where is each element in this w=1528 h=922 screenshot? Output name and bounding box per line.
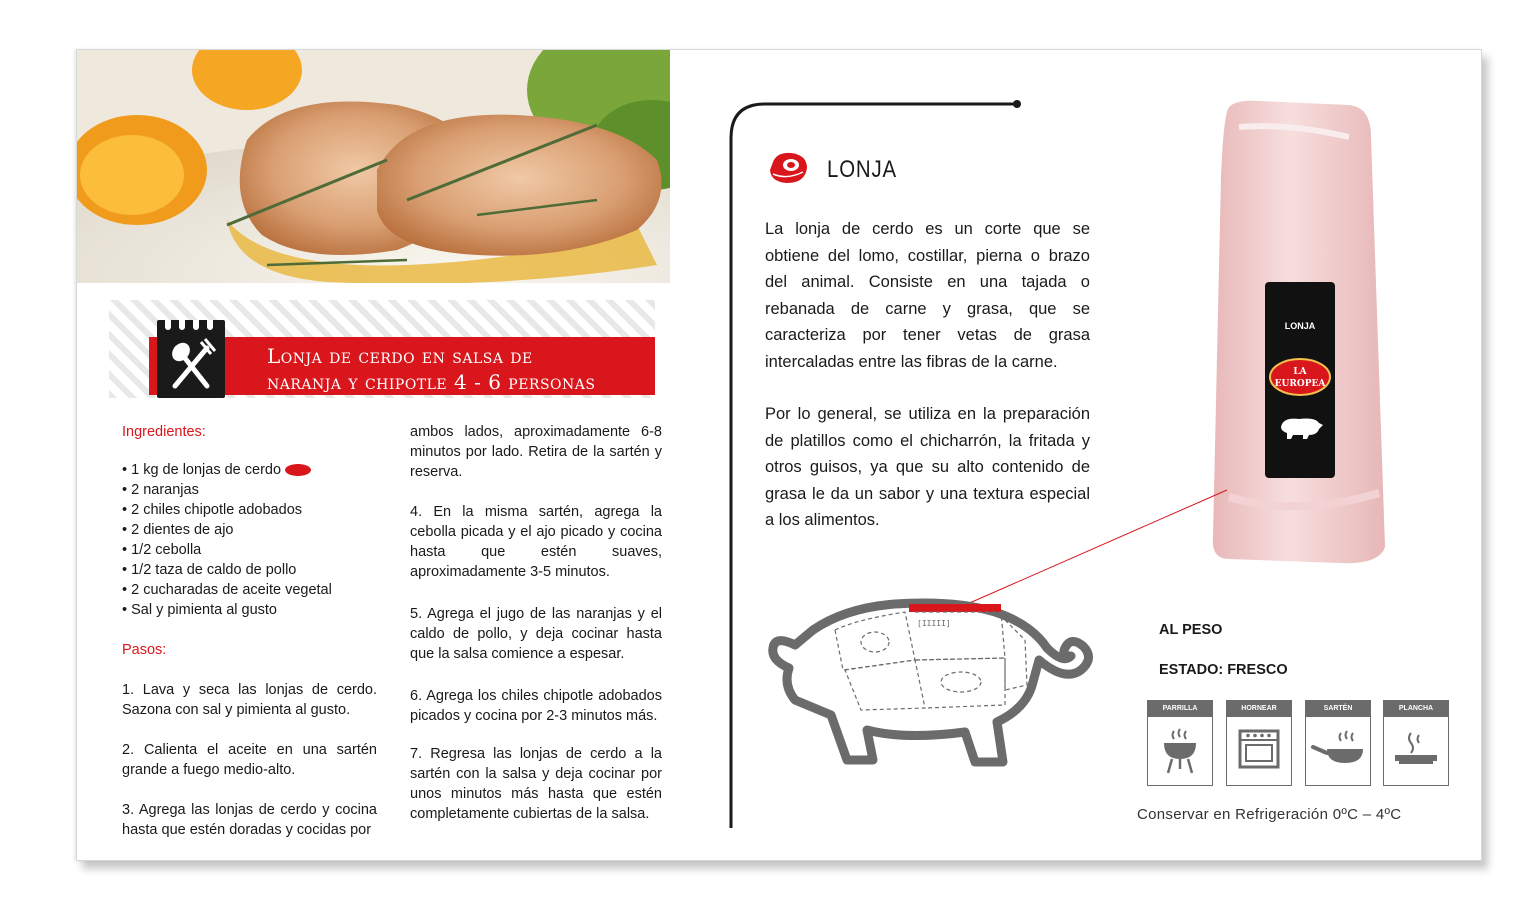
product-title: LONJA xyxy=(827,156,898,183)
step-1: 1. Lava y seca las lonjas de cerdo. Sazona con sal y pimienta al gusto. xyxy=(122,682,377,718)
ingredients-heading: Ingredientes: xyxy=(122,424,206,440)
svg-text:LA: LA xyxy=(1293,367,1307,377)
description-paragraph-1: La lonja de cerdo es un corte que se obtiene del lomo, costillar, pierna o brazo del animal. Consiste en una tajada o rebanada de carne y grasa, que se caracteriza por tener vetas de grasa intercaladas entre las fibras de la carne. xyxy=(765,220,1090,371)
description-paragraph-2: Por lo general, se utiliza en la preparación de platillos como el chicharrón, la fritada y otros guisos, ya que su alto contenido de grasa le da un sabor y una textura especial a los alimentos. xyxy=(765,405,1090,529)
cutlery-icon xyxy=(157,320,225,398)
cooking-method-label: PLANCHA xyxy=(1384,701,1448,717)
step-5: 5. Agrega el jugo de las naranjas y el caldo de pollo, y deja cocinar hasta que la salsa comience a espesar. xyxy=(410,606,662,662)
ingredient-item: • 2 cucharadas de aceite vegetal xyxy=(122,582,332,598)
cooking-method-griddle xyxy=(1383,700,1449,786)
oven-icon xyxy=(1237,727,1281,771)
ingredient-item: • 1/2 cebolla xyxy=(122,542,202,558)
step-3: 3. Agrega las lonjas de cerdo y cocina hasta que estén doradas y cocidas por xyxy=(122,802,377,838)
grill-icon xyxy=(1158,727,1202,777)
label-name: LONJA xyxy=(1284,321,1316,331)
cooking-method-oven xyxy=(1226,700,1292,786)
cooking-method-label: PARRILLA xyxy=(1148,701,1212,717)
product-card xyxy=(76,49,1482,861)
brand-logo-icon xyxy=(285,464,311,476)
pig-cuts-diagram xyxy=(765,590,1115,780)
ingredient-item: • Sal y pimienta al gusto xyxy=(122,602,277,618)
ingredient-item: • 1/2 taza de caldo de pollo xyxy=(122,562,297,578)
cooking-method-label: SARTÉN xyxy=(1306,701,1370,717)
step-7: 7. Regresa las lonjas de cerdo a la sartén con la salsa y deja cocinar por unos minutos más hasta que estén completamente cubiertas de la salsa. xyxy=(410,746,662,822)
step-4: 4. En la misma sartén, agrega la cebolla picada y el ajo picado y cocina hasta que estén suaves, aproximadamente 3-5 minutos. xyxy=(410,504,662,580)
cooking-method-pan xyxy=(1305,700,1371,786)
cooking-method-label: HORNEAR xyxy=(1227,701,1291,717)
meat-cut-icon xyxy=(767,150,809,186)
ingredient-item: • 1 kg de lonjas de cerdo xyxy=(122,460,377,480)
recipe-column-right xyxy=(410,422,662,824)
title-line-1: Lonja de cerdo en salsa de xyxy=(267,344,533,368)
sale-type: AL PESO xyxy=(1159,622,1223,638)
cooking-method-grill xyxy=(1147,700,1213,786)
griddle-icon xyxy=(1391,727,1441,771)
storage-instructions: Conservar en Refrigeración 0ºC – 4ºC xyxy=(1137,806,1402,823)
ingredient-item: • 2 dientes de ajo xyxy=(122,522,234,538)
recipe-header xyxy=(109,300,655,398)
svg-text:EUROPEA: EUROPEA xyxy=(1274,379,1326,389)
dish-photo xyxy=(77,50,670,283)
title-line-2: naranja y chipotle 4 - 6 personas xyxy=(267,370,596,394)
steps-heading: Pasos: xyxy=(122,642,167,658)
recipe-title xyxy=(267,343,687,395)
recipe-column-left xyxy=(122,422,377,840)
step-3-continued: ambos lados, aproximadamente 6-8 minutos por lado. Retira de la sartén y reserva. xyxy=(410,424,662,480)
product-state: ESTADO: FRESCO xyxy=(1159,662,1288,678)
ingredient-item: • 2 chiles chipotle adobados xyxy=(122,502,303,518)
step-6: 6. Agrega los chiles chipotle adobados picados y cocina por 2-3 minutos más. xyxy=(410,688,662,724)
step-2: 2. Calienta el aceite en una sartén grande a fuego medio-alto. xyxy=(122,742,377,778)
ingredient-item: • 2 naranjas xyxy=(122,482,199,498)
pan-icon xyxy=(1311,727,1365,771)
svg-text:[IIIII]: [IIIII] xyxy=(917,619,951,628)
ingredient-list xyxy=(122,460,377,620)
